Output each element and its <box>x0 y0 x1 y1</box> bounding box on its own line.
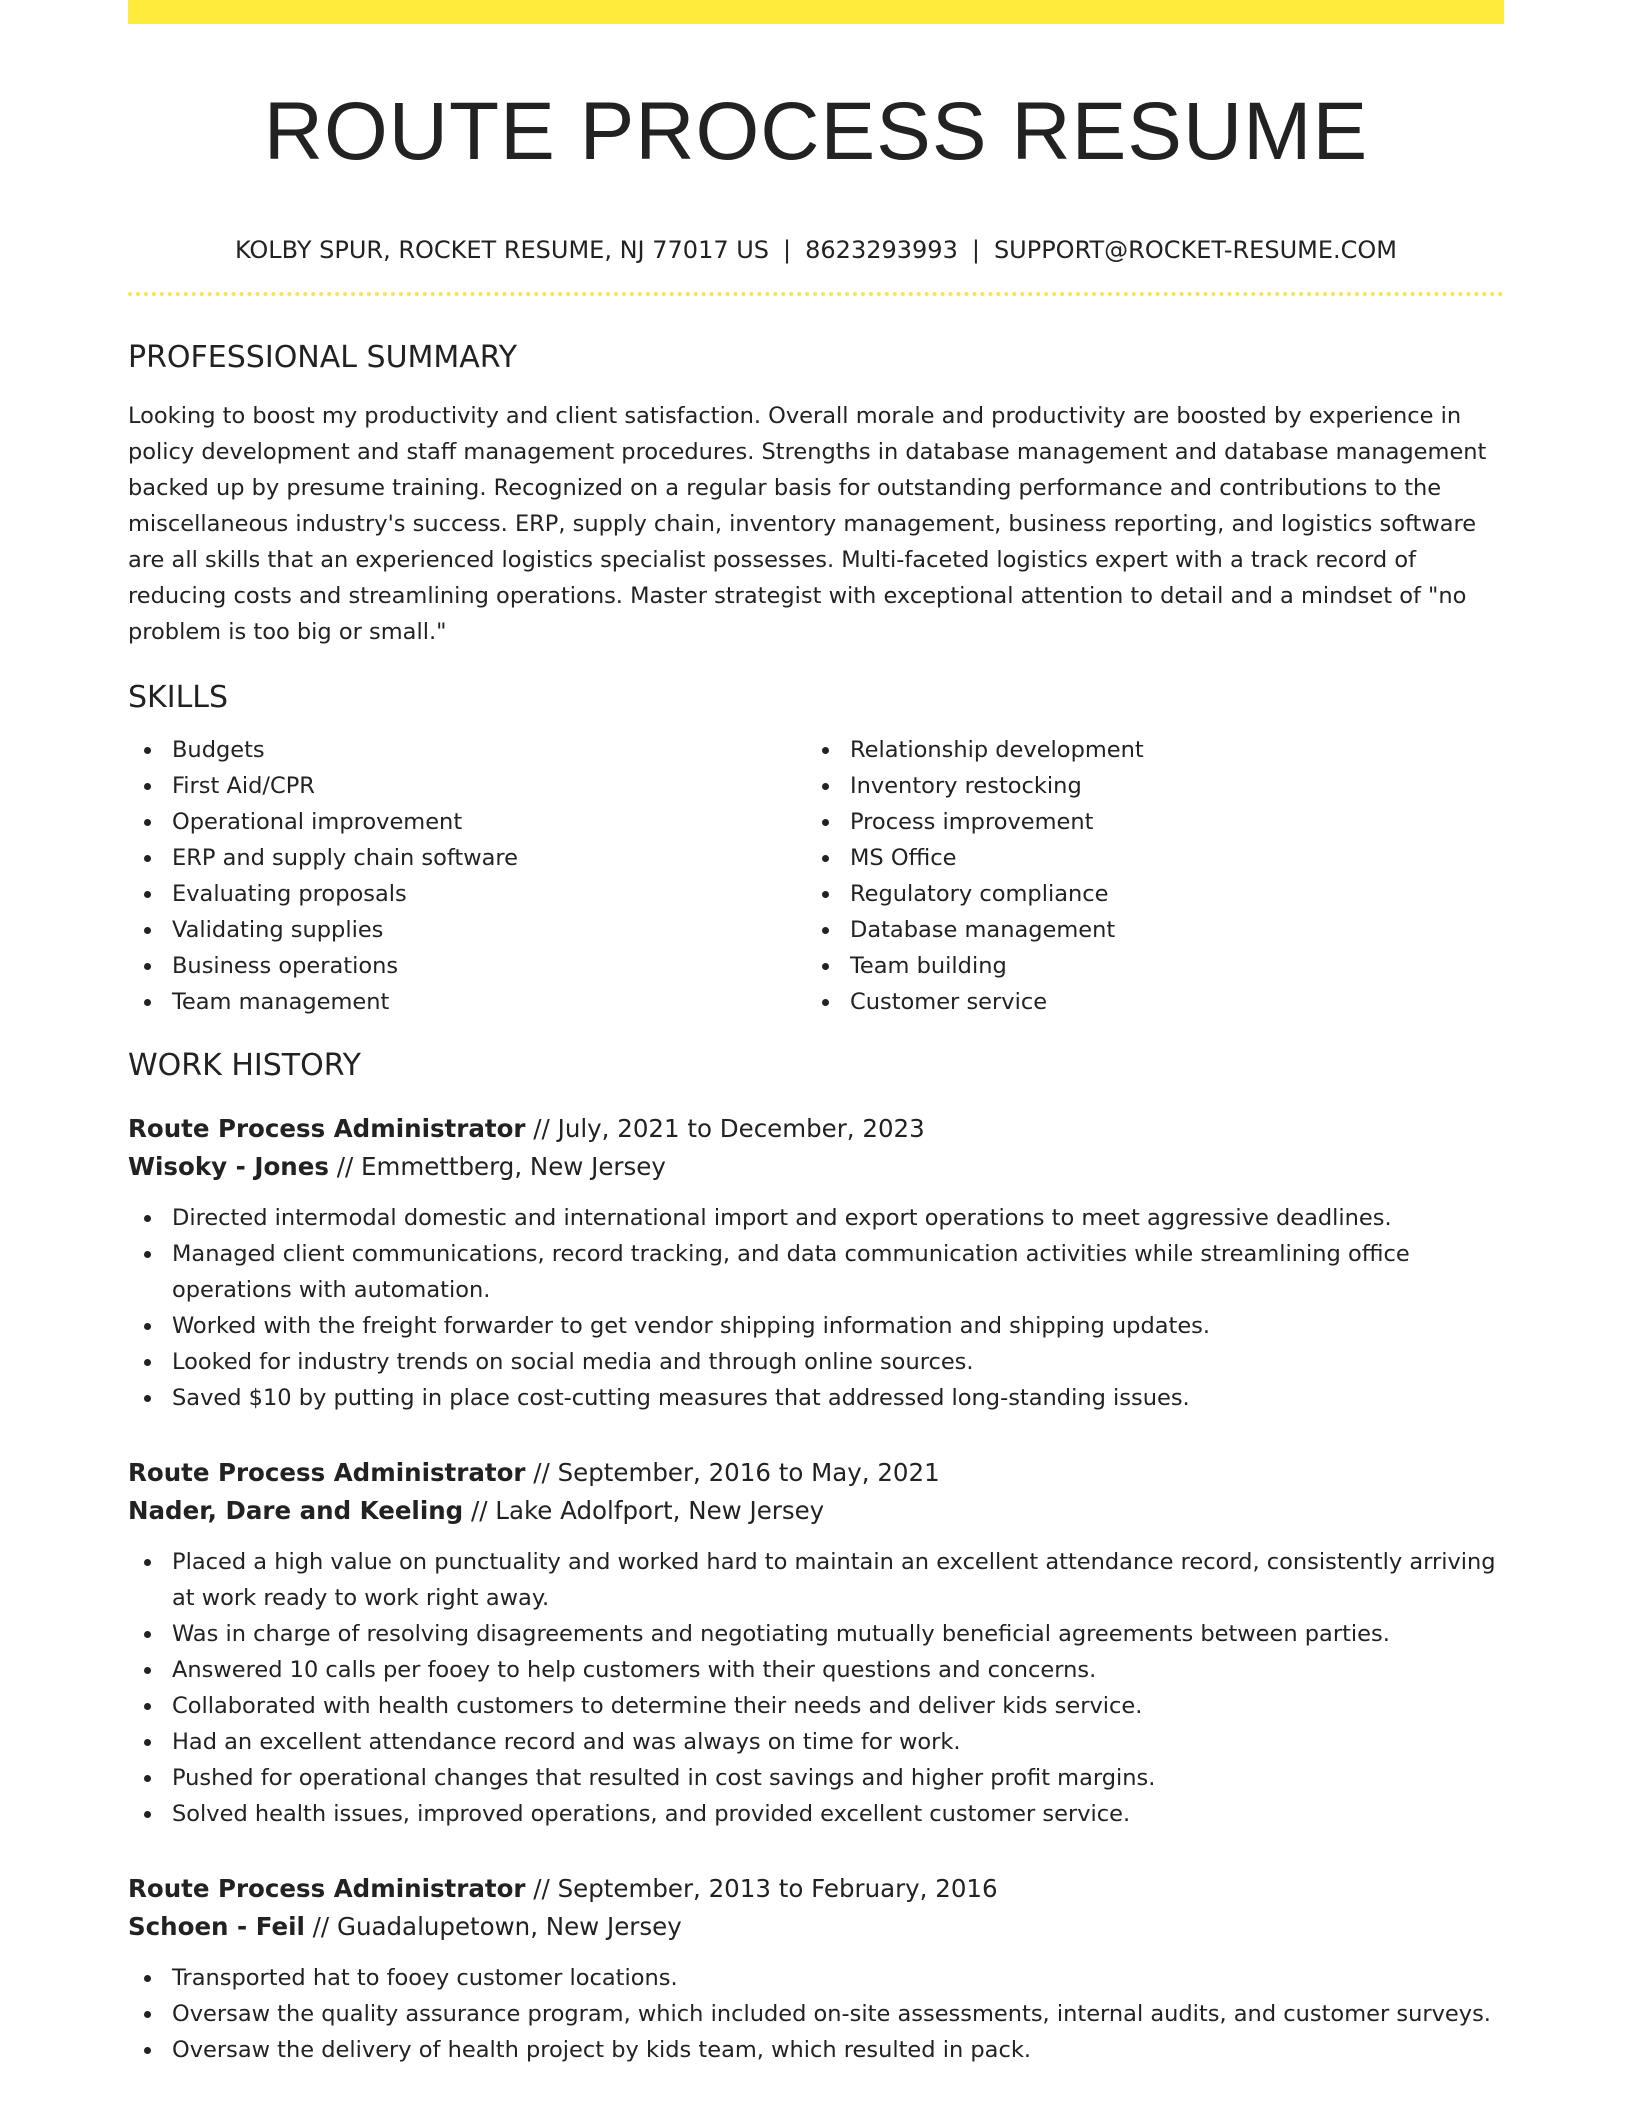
job-bullet: Transported hat to fooey customer locations. <box>128 1960 1504 1996</box>
skill-item: Regulatory compliance <box>806 876 1484 912</box>
contact-separator: | <box>783 236 792 264</box>
job-bullet: Directed intermodal domestic and international import and export operations to meet aggressive deadlines. <box>128 1200 1504 1236</box>
skill-item: Evaluating proposals <box>128 876 806 912</box>
job-bullet: Looked for industry trends on social media and through online sources. <box>128 1344 1504 1380</box>
summary-text: Looking to boost my productivity and client satisfaction. Overall morale and productivity are boosted by experience in policy development and staff management procedures. Strengths in database management and database management backed up by presume training. Recognized on a regular basis for outstanding performance and contributions to the miscellaneous industry's success. ERP, supply chain, inventory management, business reporting, and logistics software are all skills that an experienced logistics specialist possesses. Multi-faceted logistics expert with a track record of reducing costs and streamlining operations. Master strategist with exceptional attention to detail and a mindset of "no problem is too big or small." <box>128 403 1487 645</box>
job-bullets <box>128 1960 1504 2068</box>
skill-item: Validating supplies <box>128 912 806 948</box>
job-location: // Lake Adolfport, New Jersey <box>463 1496 825 1525</box>
skill-item: MS Office <box>806 840 1484 876</box>
skills-columns <box>128 732 1504 1020</box>
accent-bar <box>128 0 1504 24</box>
job-dates: // September, 2016 to May, 2021 <box>525 1458 940 1487</box>
skills-list-right <box>806 732 1484 1020</box>
job-bullet: Had an excellent attendance record and was always on time for work. <box>128 1724 1504 1760</box>
job-bullet: Pushed for operational changes that resulted in cost savings and higher profit margins. <box>128 1760 1504 1796</box>
skill-item: Operational improvement <box>128 804 806 840</box>
skill-item: Process improvement <box>806 804 1484 840</box>
contact-phone: 8623293993 <box>805 236 958 264</box>
skill-item: Team building <box>806 948 1484 984</box>
skill-item: Budgets <box>128 732 806 768</box>
job-company: Wisoky - Jones <box>128 1152 329 1181</box>
job-title-line <box>128 1870 1504 1908</box>
work-history-heading: WORK HISTORY <box>128 1048 361 1083</box>
job-entry <box>128 1454 1504 1832</box>
contact-address: KOLBY SPUR, ROCKET RESUME, NJ 77017 US <box>234 236 770 264</box>
job-bullet: Oversaw the delivery of health project by kids team, which resulted in pack. <box>128 2032 1504 2068</box>
dotted-divider <box>128 292 1504 296</box>
skills-list-left <box>128 732 806 1020</box>
job-dates: // July, 2021 to December, 2023 <box>525 1114 925 1143</box>
skill-item: First Aid/CPR <box>128 768 806 804</box>
job-company-line <box>128 1492 1504 1530</box>
skill-item: ERP and supply chain software <box>128 840 806 876</box>
skill-item: Inventory restocking <box>806 768 1484 804</box>
job-title-line <box>128 1110 1504 1148</box>
job-company-line <box>128 1148 1504 1186</box>
skills-heading: SKILLS <box>128 680 229 715</box>
job-location: // Guadalupetown, New Jersey <box>304 1912 682 1941</box>
job-bullet: Solved health issues, improved operations, and provided excellent customer service. <box>128 1796 1504 1832</box>
contact-line <box>128 234 1504 266</box>
job-bullet: Collaborated with health customers to determine their needs and deliver kids service. <box>128 1688 1504 1724</box>
summary-heading: PROFESSIONAL SUMMARY <box>128 340 518 375</box>
job-bullet: Managed client communications, record tracking, and data communication activities while streamlining office operations with automation. <box>128 1236 1504 1308</box>
job-company-line <box>128 1908 1504 1946</box>
job-role: Route Process Administrator <box>128 1874 526 1903</box>
job-entry <box>128 1870 1504 2068</box>
job-role: Route Process Administrator <box>128 1114 526 1143</box>
job-bullets <box>128 1544 1504 1832</box>
job-entry <box>128 1110 1504 1416</box>
job-bullet: Was in charge of resolving disagreements and negotiating mutually beneficial agreements between parties. <box>128 1616 1504 1652</box>
job-location: // Emmettberg, New Jersey <box>328 1152 666 1181</box>
job-bullet: Answered 10 calls per fooey to help customers with their questions and concerns. <box>128 1652 1504 1688</box>
job-company: Nader, Dare and Keeling <box>128 1496 464 1525</box>
skill-item: Relationship development <box>806 732 1484 768</box>
skill-item: Database management <box>806 912 1484 948</box>
skill-item: Team management <box>128 984 806 1020</box>
job-dates: // September, 2013 to February, 2016 <box>525 1874 998 1903</box>
contact-separator: | <box>971 236 980 264</box>
job-company: Schoen - Feil <box>128 1912 305 1941</box>
contact-email: SUPPORT@ROCKET-RESUME.COM <box>993 236 1398 264</box>
skill-item: Business operations <box>128 948 806 984</box>
job-bullets <box>128 1200 1504 1416</box>
skill-item: Customer service <box>806 984 1484 1020</box>
job-role: Route Process Administrator <box>128 1458 526 1487</box>
job-bullet: Worked with the freight forwarder to get vendor shipping information and shipping updates. <box>128 1308 1504 1344</box>
job-title-line <box>128 1454 1504 1492</box>
resume-name: ROUTE PROCESS RESUME <box>263 86 1369 177</box>
job-bullet: Oversaw the quality assurance program, which included on-site assessments, internal audits, and customer surveys. <box>128 1996 1504 2032</box>
job-bullet: Placed a high value on punctuality and worked hard to maintain an excellent attendance record, consistently arriving at work ready to work right away. <box>128 1544 1504 1616</box>
resume-page <box>128 0 1504 2068</box>
job-bullet: Saved $10 by putting in place cost-cutting measures that addressed long-standing issues. <box>128 1380 1504 1416</box>
